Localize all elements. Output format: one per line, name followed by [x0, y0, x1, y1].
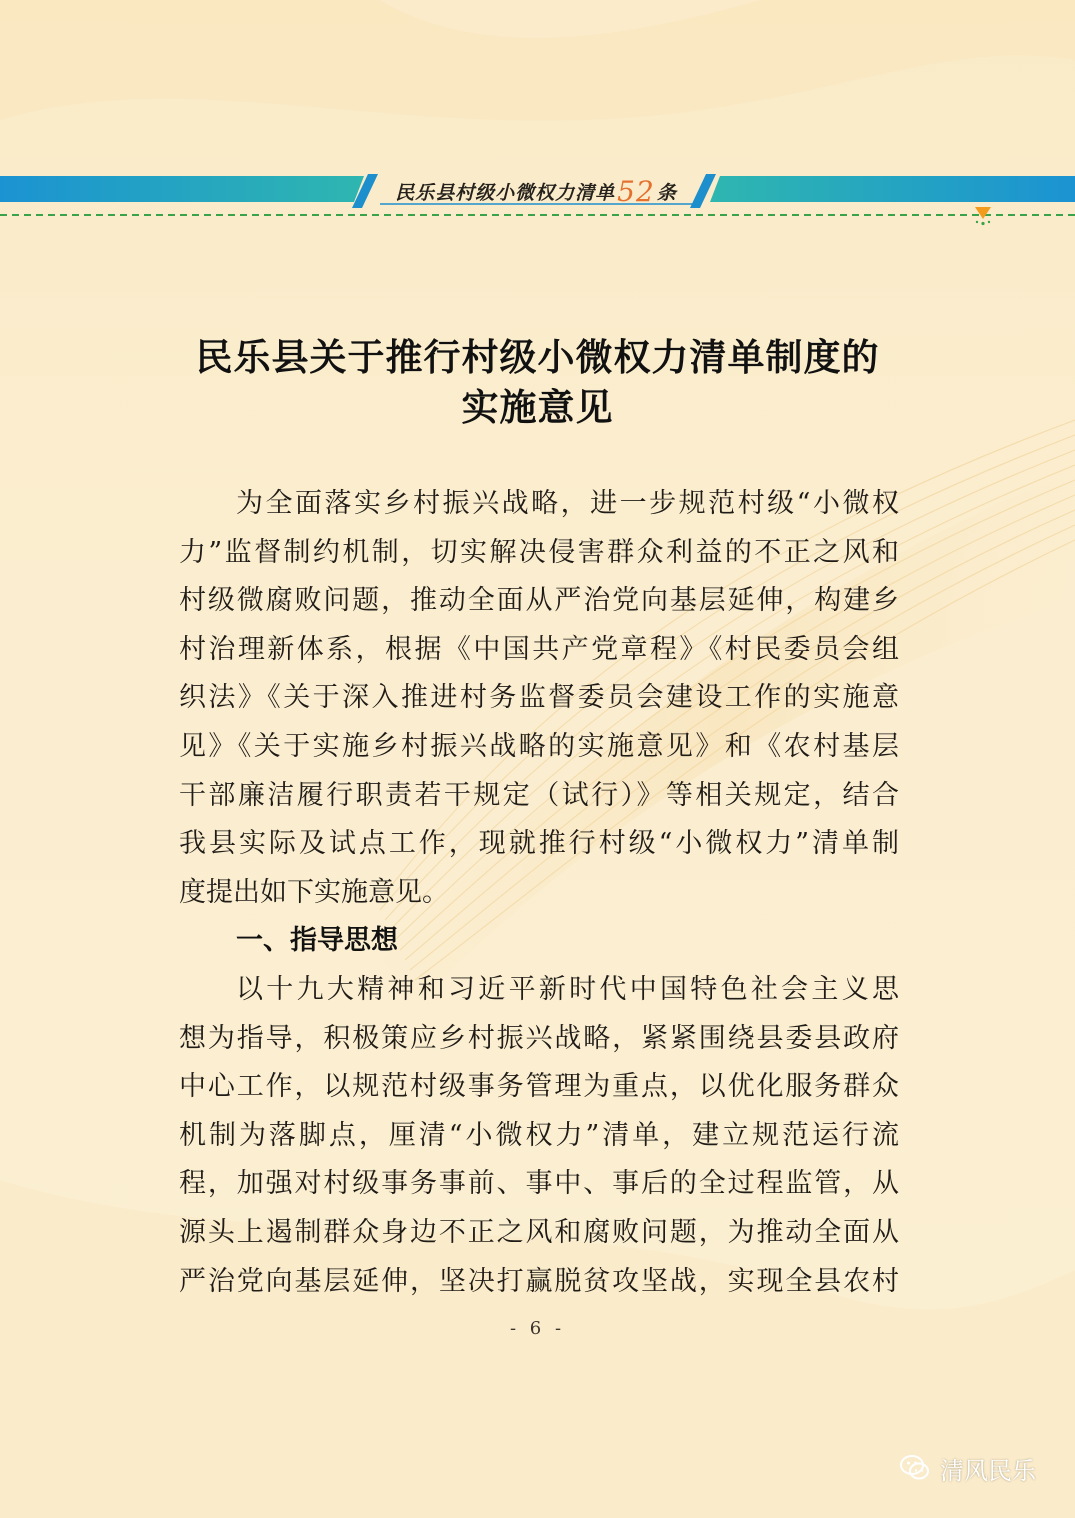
- paragraph-1-line: 力”监督制约机制，切实解决侵害群众利益的不正之风和: [179, 536, 899, 568]
- paragraph-1-line: 见》《关于实施乡村振兴战略的实施意见》和《农村基层: [179, 730, 899, 762]
- paragraph-1-line: 我县实际及试点工作，现就推行村级“小微权力”清单制: [179, 828, 899, 860]
- paragraph-1-line: 村级微腐败问题，推动全面从严治党向基层延伸，构建乡: [179, 585, 899, 617]
- document-title-line-2: 实施意见: [461, 385, 614, 429]
- paragraph-2-line: 机制为落脚点，厘清“小微权力”清单，建立规范运行流: [179, 1119, 899, 1151]
- paragraph-1-line: 村治理新体系，根据《中国共产党章程》《村民委员会组: [179, 633, 899, 665]
- paragraph-1-line: 织法》《关于深入推进村务监督委员会建设工作的实施意: [179, 682, 899, 714]
- series-number: 52: [617, 174, 655, 208]
- paragraph-1-line: 为全面落实乡村振兴战略，进一步规范村级“小微权: [236, 488, 899, 519]
- paragraph-2-line: 源头上遏制群众身边不正之风和腐败问题，为推动全面从: [179, 1216, 899, 1248]
- paragraph-1-line: 干部廉洁履行职责若干规定（试行）》等相关规定，结合: [179, 779, 899, 811]
- series-suffix: 条: [656, 181, 677, 204]
- paragraph-2-line: 中心工作，以规范村级事务管理为重点，以优化服务群众: [179, 1071, 899, 1103]
- account-name: 清风民乐: [940, 1456, 1036, 1485]
- triangle-marker-icon: [972, 205, 994, 227]
- document-title: [0, 332, 1075, 432]
- paragraph-1-line: 度提出如下实施意见。: [179, 876, 449, 908]
- page-number: - 6 -: [509, 1318, 566, 1339]
- paragraph-2-line: 想为指导，积极策应乡村振兴战略，紧紧围绕县委县政府: [179, 1022, 899, 1054]
- document-body: [179, 480, 899, 1306]
- paragraph-2-line: 严治党向基层延伸，坚决打赢脱贫攻坚战，实现全县农村: [179, 1265, 899, 1297]
- series-title-text: 民乐县村级小微权力清单: [395, 181, 616, 204]
- series-header-title: [386, 174, 686, 208]
- paragraph-2-line: 以十九大精神和习近平新时代中国特色社会主义思: [236, 973, 899, 1005]
- account-watermark: [898, 1448, 1036, 1488]
- section-1-heading: 一、指导思想: [236, 925, 398, 957]
- wechat-icon: [898, 1451, 932, 1485]
- paragraph-2-line: 程，加强对村级事务事前、事中、事后的全过程监管，从: [179, 1168, 899, 1200]
- document-title-line-1: 民乐县关于推行村级小微权力清单制度的: [195, 335, 880, 379]
